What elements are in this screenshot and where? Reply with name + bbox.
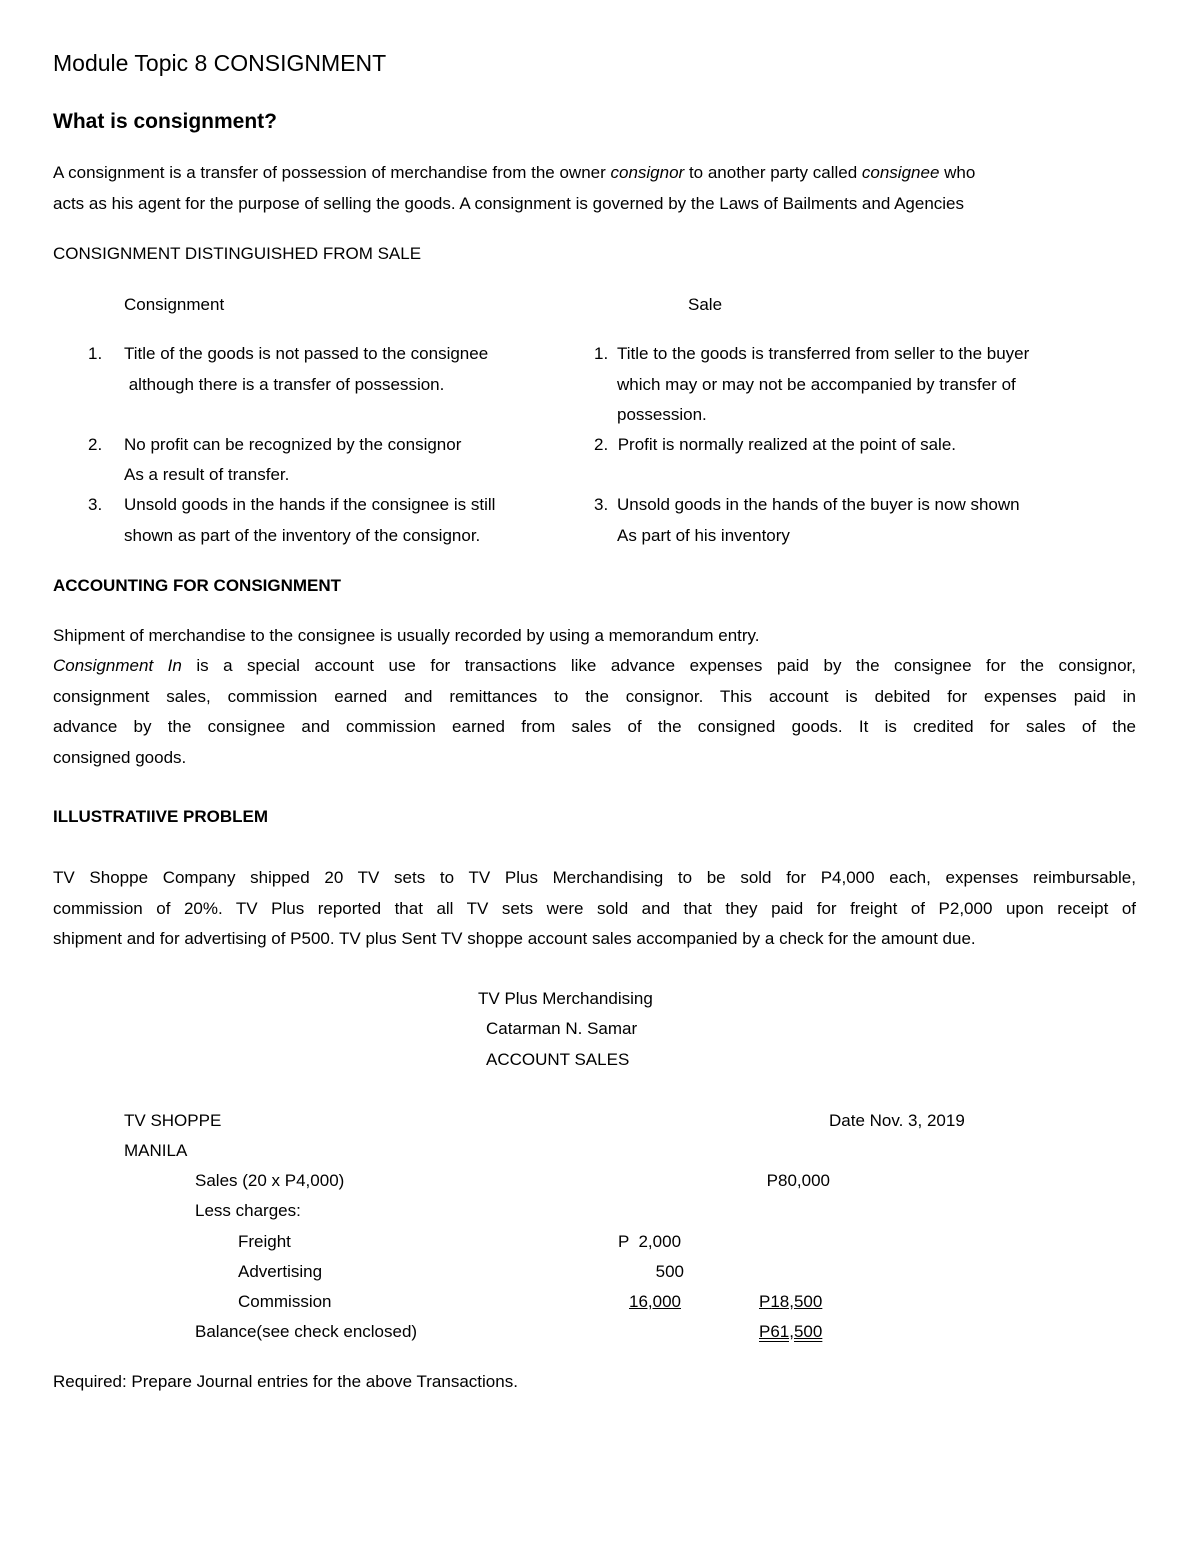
right-item-2-number: 2. xyxy=(594,435,609,454)
problem-line-1: TV Shoppe Company shipped 20 TV sets to TV Plus Merchandising to be sold for P4,000 each, expenses reimbursable, xyxy=(53,868,1136,887)
accounting-paragraph-2-line-3: advance by the consignee and commission earned from sales of the consigned goods. It is credited for sales of the xyxy=(53,717,1136,736)
comparison-header-consignment: Consignment xyxy=(124,295,225,314)
right-item-1-line-3: possession. xyxy=(617,405,707,424)
accounting-paragraph-2-line-4: consigned goods. xyxy=(53,747,187,767)
intro-line-2: acts as his agent for the purpose of selling the goods. A consignment is governed by the Laws of Bailments and Agencies xyxy=(53,194,965,213)
intro-text-part3: who xyxy=(939,163,976,182)
right-item-1-line-1: Title to the goods is transferred from seller to the buyer xyxy=(617,344,1030,363)
accounting-paragraph-2-line-1-rest: is a special account use for transactions like advance expenses paid by the consignee for the consignor, xyxy=(181,656,1136,675)
left-item-1-number: 1. xyxy=(88,344,103,363)
accounting-paragraph-2 xyxy=(53,651,1136,773)
account-sales-company: TV Plus Merchandising xyxy=(478,989,653,1008)
problem-paragraph xyxy=(53,863,1136,955)
left-item-2-line-2: As a result of transfer. xyxy=(124,465,290,484)
commission-label: Commission xyxy=(238,1292,332,1311)
account-sales-address: Catarman N. Samar xyxy=(486,1019,638,1038)
accounting-paragraph-1: Shipment of merchandise to the consignee is usually recorded by using a memorandum entry. xyxy=(53,626,760,645)
consignment-in-term: Consignment In xyxy=(53,656,182,675)
required-instruction: Required: Prepare Journal entries for the above Transactions. xyxy=(53,1372,518,1391)
comparison-header-sale: Sale xyxy=(688,295,723,314)
consignee-term: consignee xyxy=(861,163,940,182)
consignor-term: consignor xyxy=(610,163,685,182)
page-title: Module Topic 8 CONSIGNMENT xyxy=(53,50,387,76)
accounting-heading: ACCOUNTING FOR CONSIGNMENT xyxy=(53,576,342,595)
intro-text-part1: A consignment is a transfer of possession of merchandise from the owner xyxy=(53,163,611,182)
left-item-2-number: 2. xyxy=(88,435,103,454)
right-item-3-line-1: Unsold goods in the hands of the buyer is now shown xyxy=(617,495,1020,514)
charges-total: P18,500 xyxy=(759,1292,823,1311)
left-item-3-number: 3. xyxy=(88,495,103,514)
left-item-2-line-1: No profit can be recognized by the consignor xyxy=(124,435,462,454)
advertising-amount: 500 xyxy=(655,1262,684,1281)
sales-amount: P80,000 xyxy=(766,1171,830,1190)
section-heading-what-is-consignment: What is consignment? xyxy=(53,110,278,133)
intro-text-part2: to another party called xyxy=(684,163,862,182)
left-item-3-line-1: Unsold goods in the hands if the consignee is still xyxy=(124,495,496,514)
problem-line-2: commission of 20%. TV Plus reported that all TV sets were sold and that they paid for freight of P2,000 upon receipt of xyxy=(53,898,1136,918)
distinguished-heading: CONSIGNMENT DISTINGUISHED FROM SALE xyxy=(53,244,422,263)
commission-amount-cell xyxy=(629,1292,759,1312)
problem-line-3: shipment and for advertising of P500. TV plus Sent TV shoppe account sales accompanied by a check for the amount due. xyxy=(53,929,976,948)
accounting-paragraph-2-line-2: consignment sales, commission earned and remittances to the consignor. This account is debited for expenses paid in xyxy=(53,686,1136,706)
balance-label: Balance(see check enclosed) xyxy=(195,1322,418,1341)
sales-label: Sales (20 x P4,000) xyxy=(195,1171,345,1190)
accounting-paragraph-2-line-1 xyxy=(53,651,1136,682)
intro-line-1 xyxy=(53,163,1136,183)
right-item-1-line-2: which may or may not be accompanied by transfer of xyxy=(617,375,1016,394)
right-item-2-line-1: Profit is normally realized at the point of sale. xyxy=(613,435,956,454)
charges-total-cell xyxy=(759,1292,822,1312)
balance-amount-cell xyxy=(759,1322,822,1342)
right-item-1-number: 1. xyxy=(594,344,609,363)
balance-amount: P61,500 xyxy=(759,1322,823,1341)
freight-label: Freight xyxy=(238,1232,291,1251)
right-item-3-number: 3. xyxy=(594,495,609,514)
less-charges-label: Less charges: xyxy=(195,1201,301,1220)
account-sales-heading: ACCOUNT SALES xyxy=(486,1050,630,1069)
account-sales-recipient-name: TV SHOPPE xyxy=(124,1111,222,1130)
problem-heading: ILLUSTRATIIVE PROBLEM xyxy=(53,807,269,826)
account-sales-recipient-city: MANILA xyxy=(124,1141,188,1160)
account-sales-date: Date Nov. 3, 2019 xyxy=(829,1111,965,1130)
left-item-3-line-2: shown as part of the inventory of the consignor. xyxy=(124,526,481,545)
left-item-1-line-2: although there is a transfer of possession. xyxy=(124,375,445,394)
left-item-1-line-1: Title of the goods is not passed to the consignee xyxy=(124,344,489,363)
commission-amount: 16,000 xyxy=(629,1292,681,1311)
right-item-3-line-2: As part of his inventory xyxy=(617,526,790,545)
freight-amount: P 2,000 xyxy=(618,1232,682,1251)
advertising-label: Advertising xyxy=(238,1262,323,1281)
